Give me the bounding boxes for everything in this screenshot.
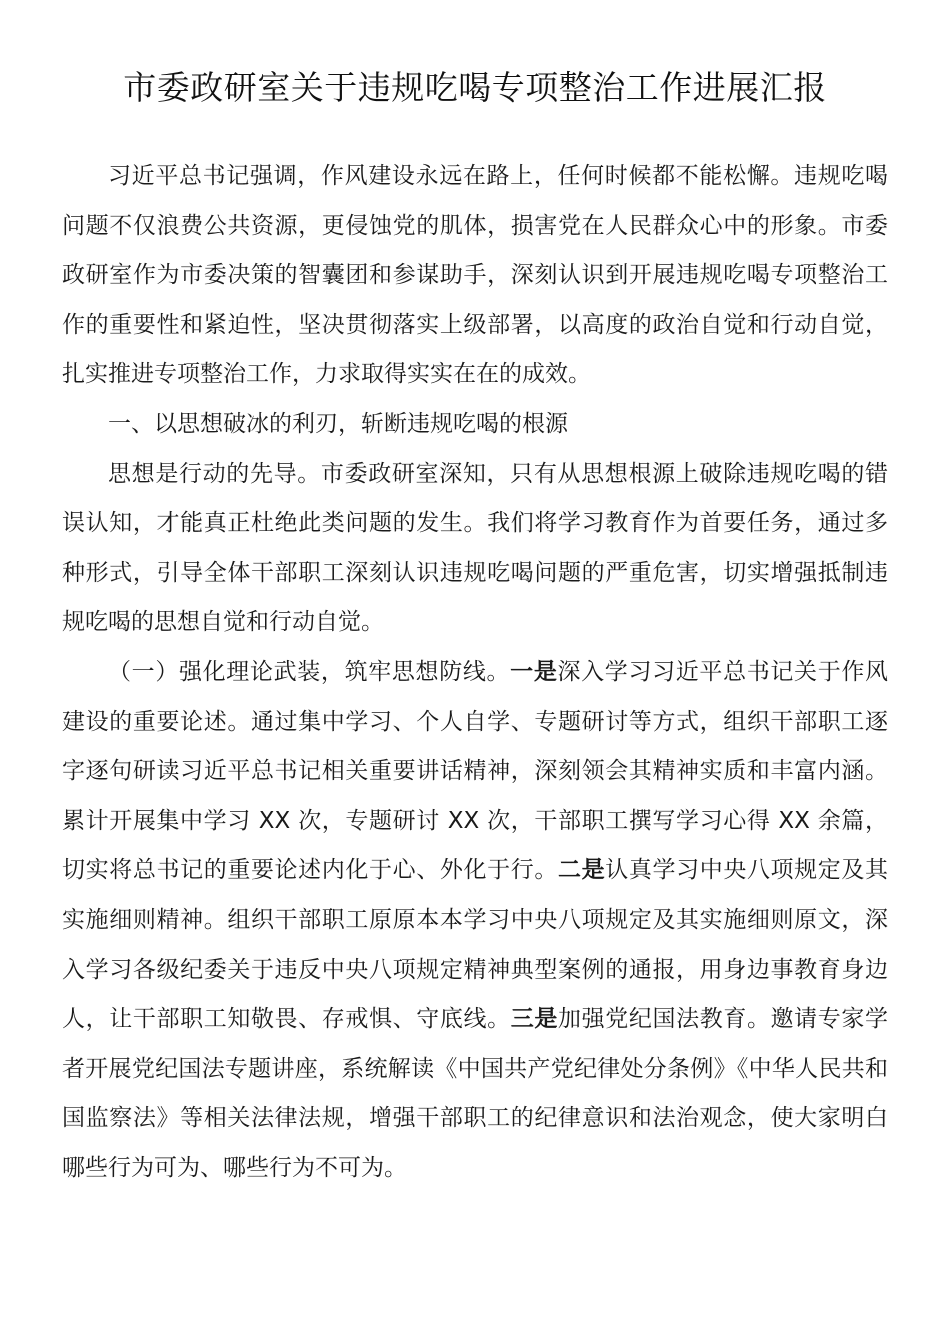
- subsection-heading: （一）强化理论武装，筑牢思想防线。: [108, 658, 511, 685]
- section-heading: 一、以思想破冰的利刃，斩断违规吃喝的根源: [108, 410, 568, 437]
- section-paragraph: 思想是行动的先导。市委政研室深知，只有从思想根源上破除违规吃喝的错误认知，才能真正杜绝此类问题的发生。我们将学习教育作为首要任务，通过多种形式，引导全体干部职工深刻认识违规吃喝问题的严重危害，切实增强抵制违规吃喝的思想自觉和行动自觉。: [62, 460, 888, 636]
- point-text-1: 深入学习习近平总书记关于作风建设的重要论述。通过集中学习、个人自学、专题研讨等方式，组织干部职工逐字逐句研读习近平总书记相关重要讲话精神，深刻领会其精神实质和丰富内涵。累计开展集中学习 XX 次，专题研讨 XX 次，干部职工撰写学习心得 XX 余篇，切实将总书记的重要论述内化于心、外化于行。: [62, 658, 888, 884]
- point-text-3: 加强党纪国法教育。邀请专家学者开展党纪国法专题讲座，系统解读《中国共产党纪律处分条例》《中华人民共和国监察法》等相关法律法规，增强干部职工的纪律意识和法治观念，使大家明白哪些行为可为、哪些行为不可为。: [62, 1006, 889, 1181]
- point-marker-2: 二是: [557, 857, 606, 884]
- point-marker-1: 一是: [510, 658, 558, 685]
- point-marker-3: 三是: [510, 1006, 558, 1033]
- document-title: 市委政研室关于违规吃喝专项整治工作进展汇报: [123, 68, 827, 107]
- document-body: [62, 152, 888, 1193]
- intro-paragraph: 习近平总书记强调，作风建设永远在路上，任何时候都不能松懈。违规吃喝问题不仅浪费公共资源，更侵蚀党的肌体，损害党在人民群众心中的形象。市委政研室作为市委决策的智囊团和参谋助手，深刻认识到开展违规吃喝专项整治工作的重要性和紧迫性，坚决贯彻落实上级部署，以高度的政治自觉和行动自觉，扎实推进专项整治工作，力求取得实实在在的成效。: [62, 163, 888, 388]
- subsection-paragraph: [62, 648, 888, 1194]
- point-text-2: 认真学习中央八项规定及其实施细则精神。组织干部职工原原本本学习中央八项规定及其实施细则原文，深入学习各级纪委关于违反中央八项规定精神典型案例的通报，用身边事教育身边人，让干部职工知敬畏、存戒惧、守底线。: [62, 857, 889, 1033]
